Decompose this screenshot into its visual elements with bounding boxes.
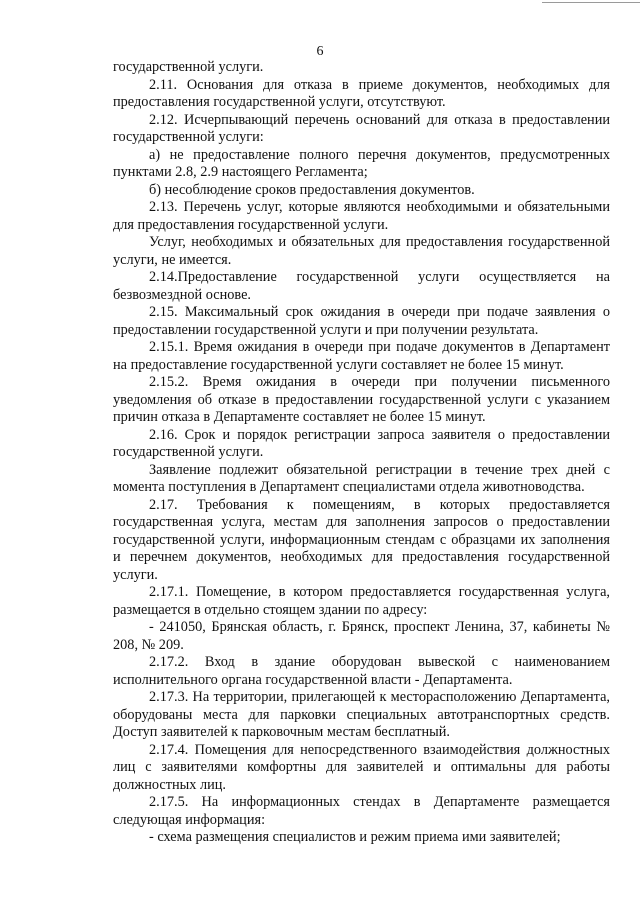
paragraph-2-16-registration: Заявление подлежит обязательной регистрации в течение трех дней с момента поступления в Департамент специалистами отдела животноводства. bbox=[113, 461, 610, 495]
paragraph-2-13: 2.13. Перечень услуг, которые являются необходимыми и обязательными для предоставления государственной услуги. bbox=[113, 199, 610, 233]
paragraph-2-17-2: 2.17.2. Вход в здание оборудован вывеской с наименованием исполнительного органа государственной власти - Департамента. bbox=[113, 654, 610, 688]
paragraph-2-11: 2.11. Основания для отказа в приеме документов, необходимых для предоставления государственной услуги, отсутствуют. bbox=[113, 76, 610, 110]
paragraph-continuation: государственной услуги. bbox=[113, 59, 264, 75]
paragraph-2-17-4: 2.17.4. Помещения для непосредственного взаимодействия должностных лиц с заявителями комфортны для заявителей и оптимальны для работы должностных лиц. bbox=[113, 741, 610, 793]
document-body bbox=[113, 59, 610, 847]
paragraph-2-15-1: 2.15.1. Время ожидания в очереди при подаче документов в Департамент на предоставление государственной услуги составляет не более 15 минут. bbox=[113, 339, 610, 373]
top-edge-line bbox=[542, 2, 640, 3]
paragraph-2-13-services: Услуг, необходимых и обязательных для предоставления государственной услуги, не имеется. bbox=[113, 234, 610, 268]
paragraph-2-17: 2.17. Требования к помещениям, в которых предоставляется государственная услуга, местам для заполнения запросов о предоставлении государственной услуги, информационным стендам с образцами их заполнения и перечнем документов, необходимых для предоставления государственной услуги. bbox=[113, 496, 610, 583]
paragraph-2-16: 2.16. Срок и порядок регистрации запроса заявителя о предоставлении государственной услуги. bbox=[113, 426, 610, 460]
paragraph-2-12-b: б) несоблюдение сроков предоставления документов. bbox=[149, 181, 475, 198]
paragraph-2-12-a: а) не предоставление полного перечня документов, предусмотренных пунктами 2.8, 2.9 настоящего Регламента; bbox=[113, 146, 610, 180]
paragraph-2-17-3: 2.17.3. На территории, прилегающей к месторасположению Департамента, оборудованы места для парковки специальных автотранспортных средств. Доступ заявителей к парковочным местам бесплатный. bbox=[113, 689, 610, 740]
paragraph-2-15: 2.15. Максимальный срок ожидания в очереди при подаче заявления о предоставлении государственной услуги и при получении результата. bbox=[113, 304, 610, 338]
paragraph-address: - 241050, Брянская область, г. Брянск, проспект Ленина, 37, кабинеты № 208, № 209. bbox=[113, 619, 610, 653]
paragraph-2-14: 2.14.Предоставление государственной услуги осуществляется на безвозмездной основе. bbox=[113, 269, 610, 303]
paragraph-list-item: - схема размещения специалистов и режим приема ими заявителей; bbox=[149, 829, 561, 845]
paragraph-2-17-1: 2.17.1. Помещение, в котором предоставляется государственная услуга, размещается в отдельно стоящем здании по адресу: bbox=[113, 584, 610, 618]
paragraph-2-17-5: 2.17.5. На информационных стендах в Департаменте размещается следующая информация: bbox=[113, 794, 610, 828]
paragraph-2-15-2: 2.15.2. Время ожидания в очереди при получении письменного уведомления об отказе в предоставлении государственной услуги с указанием причин отказа в Департаменте составляет не более 15 минут. bbox=[113, 374, 610, 425]
paragraph-2-12: 2.12. Исчерпывающий перечень оснований для отказа в предоставлении государственной услуги: bbox=[113, 111, 610, 145]
page-number: 6 bbox=[316, 44, 324, 59]
